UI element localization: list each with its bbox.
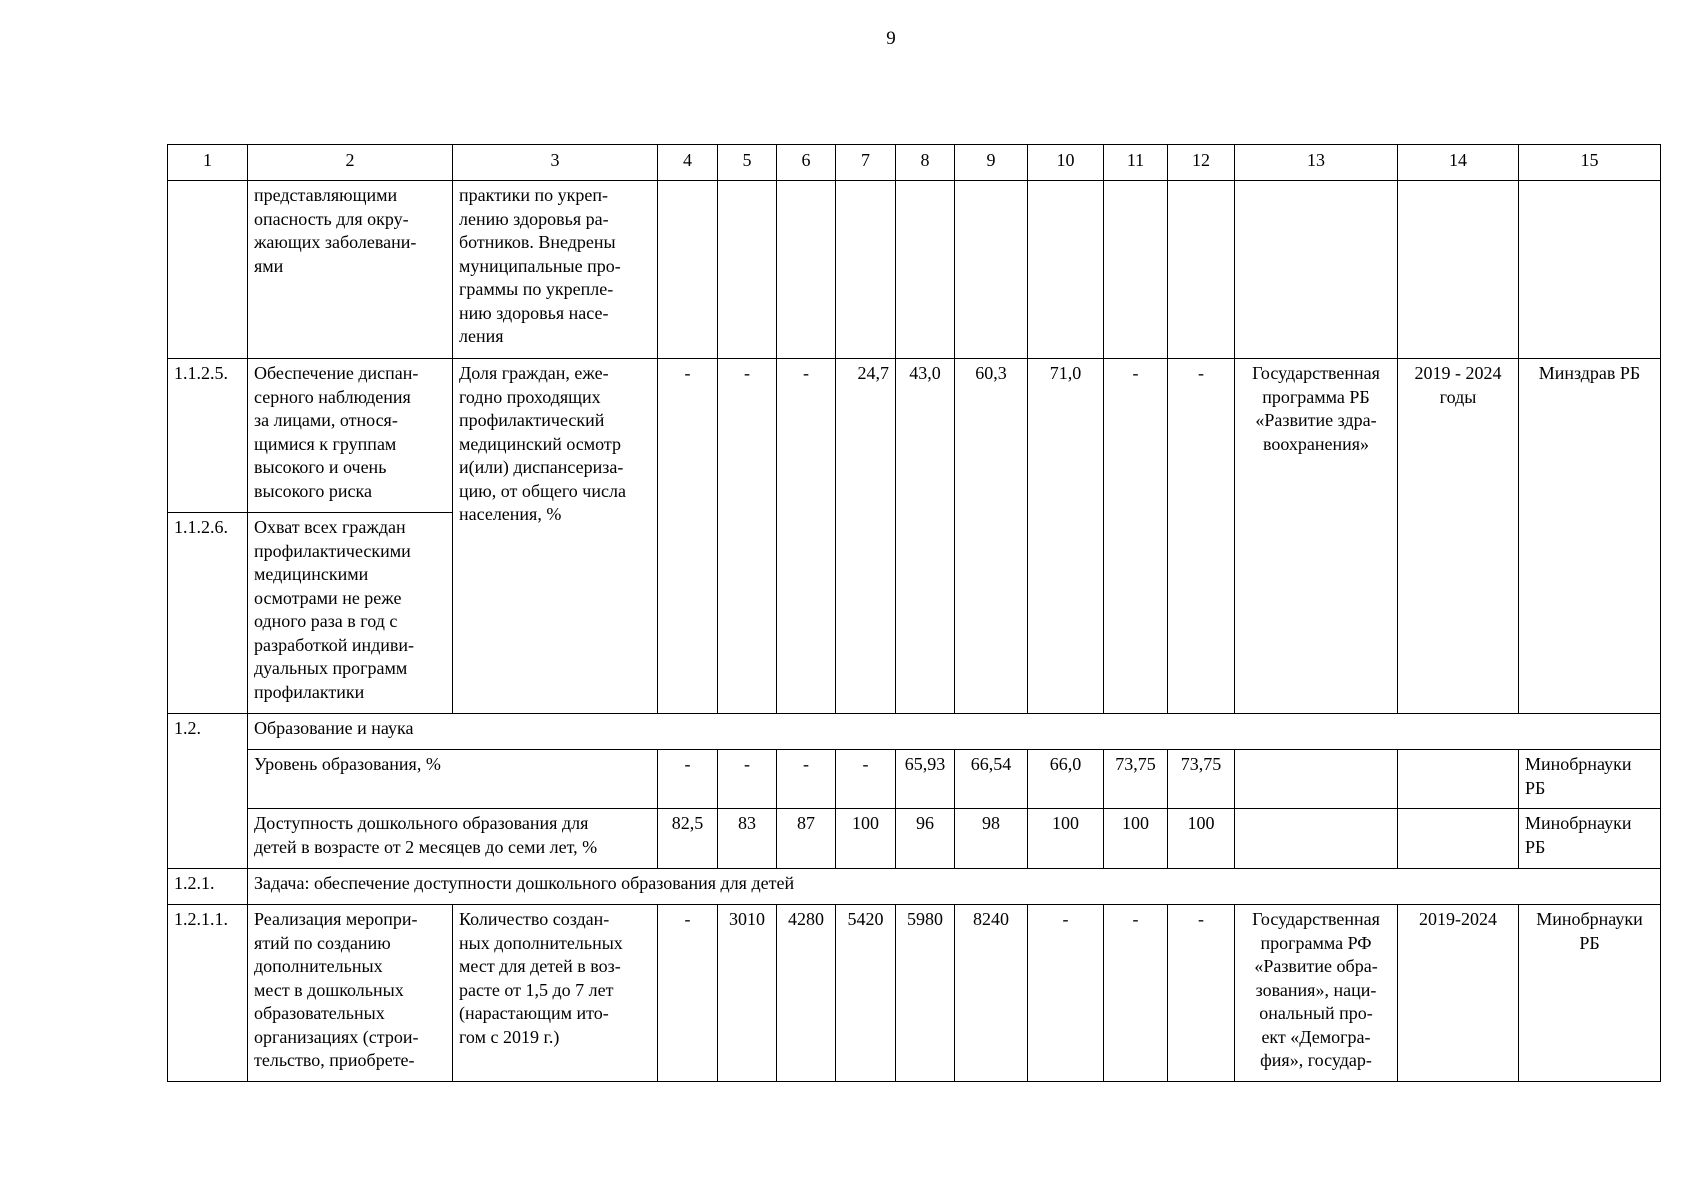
row-number: 1.2. (168, 714, 248, 869)
value-cell: 24,7 (836, 359, 896, 714)
table-cell (1398, 809, 1519, 869)
value-cell: - (718, 359, 777, 714)
table-cell (896, 181, 955, 359)
row-number: 1.1.2.6. (168, 513, 248, 714)
value-cell: - (658, 750, 718, 809)
row-number: 1.2.1. (168, 869, 248, 905)
measure-cell: Охват всех граждан профилактическими медицинскими осмотрами не реже одного раза в год с разработкой индиви- дуальных программ профилактики (248, 513, 453, 714)
column-number: 15 (1519, 145, 1661, 181)
table-row (168, 750, 1661, 809)
indicator-table (167, 144, 1661, 1082)
value-cell: 43,0 (896, 359, 955, 714)
section-row (168, 714, 1661, 750)
value-cell: 100 (836, 809, 896, 869)
value-cell: - (1168, 905, 1235, 1082)
value-cell: 100 (1104, 809, 1168, 869)
column-number: 6 (777, 145, 836, 181)
column-number: 12 (1168, 145, 1235, 181)
indicator-cell: Доступность дошкольного образования для детей в возрасте от 2 месяцев до семи лет, % (248, 809, 658, 869)
table-cell (1235, 809, 1398, 869)
column-number: 11 (1104, 145, 1168, 181)
responsible-cell: Минобрнауки РБ (1519, 750, 1661, 809)
table-cell (718, 181, 777, 359)
table-cell (955, 181, 1028, 359)
row-number: 1.2.1.1. (168, 905, 248, 1082)
column-number-row (168, 145, 1661, 181)
column-number: 7 (836, 145, 896, 181)
value-cell: 66,54 (955, 750, 1028, 809)
section-row (168, 869, 1661, 905)
table-cell (1235, 750, 1398, 809)
table-cell (1398, 750, 1519, 809)
table-cell (1235, 181, 1398, 359)
period-cell: 2019 - 2024 годы (1398, 359, 1519, 714)
period-cell: 2019-2024 (1398, 905, 1519, 1082)
section-title: Образование и наука (248, 714, 1661, 750)
value-cell: 66,0 (1028, 750, 1104, 809)
column-number: 2 (248, 145, 453, 181)
value-cell: 3010 (718, 905, 777, 1082)
column-number: 9 (955, 145, 1028, 181)
task-title: Задача: обеспечение доступности дошкольного образования для детей (248, 869, 1661, 905)
program-cell: Государственная программа РФ «Развитие обра- зования», наци- ональный про- ект «Демогра- фия», государ- (1235, 905, 1398, 1082)
column-number: 14 (1398, 145, 1519, 181)
value-cell: - (658, 905, 718, 1082)
table-cell (836, 181, 896, 359)
table-cell (1104, 181, 1168, 359)
table-row (168, 809, 1661, 869)
value-cell: 73,75 (1168, 750, 1235, 809)
indicator-cell: Уровень образования, % (248, 750, 658, 809)
value-cell: - (1104, 359, 1168, 714)
page-number: 9 (886, 28, 896, 49)
column-number: 5 (718, 145, 777, 181)
measure-cell: Реализация меропри- ятий по созданию дополнительных мест в дошкольных образовательных организациях (строи- тельство, приобрете- (248, 905, 453, 1082)
value-cell: - (1104, 905, 1168, 1082)
value-cell: - (1168, 359, 1235, 714)
table-row (168, 359, 1661, 513)
column-number: 10 (1028, 145, 1104, 181)
value-cell: 83 (718, 809, 777, 869)
value-cell: 100 (1168, 809, 1235, 869)
responsible-cell: Минобрнауки РБ (1519, 905, 1661, 1082)
program-cell: Государственная программа РБ «Развитие здра- воохранения» (1235, 359, 1398, 714)
value-cell: 60,3 (955, 359, 1028, 714)
value-cell: 65,93 (896, 750, 955, 809)
column-number: 8 (896, 145, 955, 181)
column-number: 4 (658, 145, 718, 181)
value-cell: 100 (1028, 809, 1104, 869)
indicator-cell: практики по укреп- лению здоровья ра- ботников. Внедрены муниципальные про- граммы по укрепле- нию здоровья насе- ления (453, 181, 658, 359)
indicator-cell: Доля граждан, еже- годно проходящих профилактический медицинский осмотр и(или) диспансериза- цию, от общего числа населения, % (453, 359, 658, 714)
table-cell (1519, 181, 1661, 359)
value-cell: - (836, 750, 896, 809)
table-cell (168, 181, 248, 359)
responsible-cell: Минобрнауки РБ (1519, 809, 1661, 869)
row-number: 1.1.2.5. (168, 359, 248, 513)
table-cell (1168, 181, 1235, 359)
value-cell: 5980 (896, 905, 955, 1082)
value-cell: - (658, 359, 718, 714)
table-cell (658, 181, 718, 359)
value-cell: 4280 (777, 905, 836, 1082)
value-cell: 82,5 (658, 809, 718, 869)
value-cell: 96 (896, 809, 955, 869)
responsible-cell: Минздрав РБ (1519, 359, 1661, 714)
value-cell: 5420 (836, 905, 896, 1082)
value-cell: 87 (777, 809, 836, 869)
indicator-cell: Количество создан- ных дополнительных мест для детей в воз- расте от 1,5 до 7 лет (нарастающим ито- гом с 2019 г.) (453, 905, 658, 1082)
measure-cell: представляющими опасность для окру- жающих заболевани- ями (248, 181, 453, 359)
value-cell: 98 (955, 809, 1028, 869)
value-cell: 73,75 (1104, 750, 1168, 809)
column-number: 13 (1235, 145, 1398, 181)
value-cell: - (1028, 905, 1104, 1082)
table-row (168, 905, 1661, 1082)
value-cell: 71,0 (1028, 359, 1104, 714)
value-cell: - (777, 750, 836, 809)
table-cell (1398, 181, 1519, 359)
table-row (168, 181, 1661, 359)
value-cell: 8240 (955, 905, 1028, 1082)
measure-cell: Обеспечение диспан- серного наблюдения за лицами, относя- щимися к группам высокого и очень высокого риска (248, 359, 453, 513)
table-cell (1028, 181, 1104, 359)
table-cell (777, 181, 836, 359)
column-number: 1 (168, 145, 248, 181)
value-cell: - (718, 750, 777, 809)
value-cell: - (777, 359, 836, 714)
column-number: 3 (453, 145, 658, 181)
